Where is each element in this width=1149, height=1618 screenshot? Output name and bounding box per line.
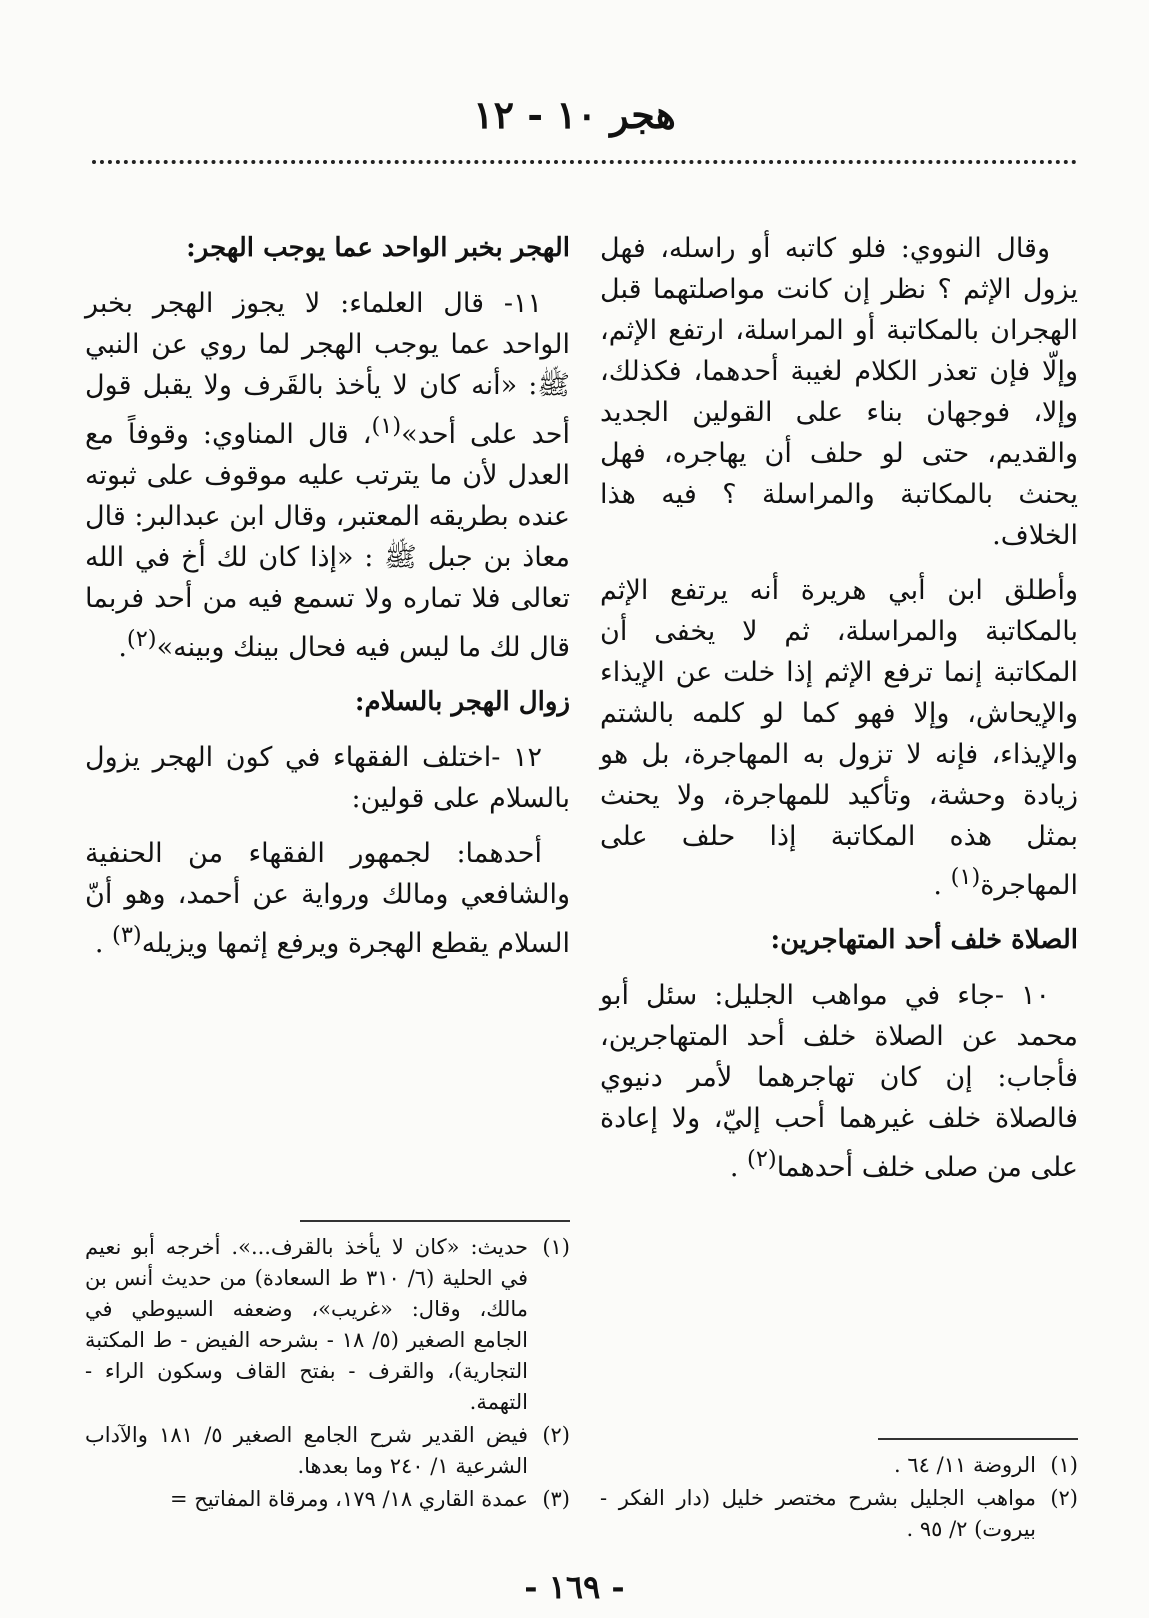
paragraph-section-10 xyxy=(600,975,1078,1188)
paragraph-text: ١١- قال العلماء: لا يجوز الهجر بخبر الواحد عما يوجب الهجر لما روي عن النبي ﷺ: «أنه كان لا يأخذ بالقَرف ولا يقبل قول أحد على أحد» xyxy=(85,288,571,450)
header-dotted-rule xyxy=(92,160,1077,164)
footnote-text: الروضة ١١/ ٦٤ . xyxy=(894,1453,1036,1477)
section-heading-salam: زوال الهجر بالسلام: xyxy=(354,687,570,717)
paragraph-end: . xyxy=(729,1152,748,1183)
paragraph-section-11 xyxy=(85,283,570,668)
page-number: - ١٦٩ - xyxy=(524,1568,625,1606)
paragraph-end: . xyxy=(94,928,113,959)
paragraph-nawawi: وقال النووي: فلو كاتبه أو راسله، فهل يزول الإثم ؟ نظر إن كانت مواصلتهما قبل الهجران بالمكاتبة أو المراسلة، ارتفع الإثم، وإلّا فإن تعذر الكلام لغيبة أحدهما، فكذلك، وإلا، فوجهان بناء على القولين الجديد والقديم، حتى لو حلف أن يهاجره، فهل يحنث بالمكاتبة والمراسلة ؟ فيه هذا الخلاف. xyxy=(600,233,1078,551)
footnote-rule xyxy=(878,1438,1078,1440)
paragraph-text: ، قال المناوي: وقوفاً مع العدل لأن ما يترتب عليه موقوف على ثبوته عنده بطريقه المعتبر، وقال ابن عبدالبر: قال معاذ بن جبل ﷺ : «إذا كان لك أخ في الله تعالى فلا تماره ولا تسمع فيه من أحد فربما قال لك ما ليس فيه فحال بينك وبينه» xyxy=(85,419,570,663)
footnote-text: فيض القدير شرح الجامع الصغير ٥/ ١٨١ والآداب الشرعية ١/ ٢٤٠ وما بعدها. xyxy=(85,1423,528,1478)
footnote-text: عمدة القاري ١٨/ ١٧٩، ومرقاة المفاتيح = xyxy=(169,1487,528,1511)
footnote-text: حديث: «كان لا يأخذ بالقرف...». أخرجه أبو نعيم في الحلية (٦/ ٣١٠ ط السعادة) من حديث أنس بن مالك، وقال: «غريب»، وضعفه السيوطي في الجامع الصغير (٥/ ١٨ - بشرحه الفيض - ط المكتبة التجارية)، والقرف - بفتح القاف وسكون الراء - التهمة. xyxy=(85,1235,528,1414)
footnote-ref: (٢) xyxy=(126,626,157,652)
footnote-ref: (١) xyxy=(371,413,402,439)
footnote-number: (١) xyxy=(542,1235,570,1259)
paragraph-end: . xyxy=(933,870,951,901)
footnote-number: (١) xyxy=(1050,1453,1078,1477)
left-column xyxy=(85,228,570,978)
footnote xyxy=(600,1450,1078,1481)
footnote xyxy=(85,1420,570,1482)
paragraph-ibn-abi-hurayra xyxy=(600,570,1078,906)
footnote-text: مواهب الجليل بشرح مختصر خليل (دار الفكر - بيروت) ٢/ ٩٥ . xyxy=(600,1486,1036,1541)
paragraph-section-12: ١٢ -اختلف الفقهاء في كون الهجر يزول بالسلام على قولين: xyxy=(85,742,570,814)
paragraph-first-opinion xyxy=(85,833,570,964)
paragraph-text: ١٠ -جاء في مواهب الجليل: سئل أبو محمد عن الصلاة خلف أحد المتهاجرين، فأجاب: إن كان تهاجرهما لأمر دنيوي فالصلاة خلف غيرهما أحب إليّ، ولا إعادة على من صلى خلف أحدهما xyxy=(600,980,1078,1183)
footnote-ref: (١) xyxy=(950,864,981,890)
footnote-ref: (٣) xyxy=(112,922,142,948)
paragraph-text: أحدهما: لجمهور الفقهاء من الحنفية والشافعي ومالك ورواية عن أحمد، وهو أنّ السلام يقطع الهجرة ويرفع إثمها ويزيله xyxy=(85,838,570,959)
footnote-number: (٢) xyxy=(1050,1486,1078,1510)
footnote-number: (٢) xyxy=(542,1423,570,1447)
footnote-number: (٣) xyxy=(542,1487,570,1511)
running-header: هجر ١٠ - ١٢ xyxy=(473,92,676,137)
footnote-ref: (٢) xyxy=(747,1146,777,1172)
footnote-rule xyxy=(300,1220,570,1222)
section-heading-prayer: الصلاة خلف أحد المتهاجرين: xyxy=(770,925,1078,955)
section-heading-single-report: الهجر بخبر الواحد عما يوجب الهجر: xyxy=(186,233,570,263)
paragraph-text: وأطلق ابن أبي هريرة أنه يرتفع الإثم بالمكاتبة والمراسلة، ثم لا يخفى أن المكاتبة إنما ترفع الإثم إذا خلت عن الإيذاء والإيحاش، وإلا فهو كما لو كلمه بالشتم والإيذاء، فإنه لا تزول به المهاجرة، بل هو زيادة وحشة، وتأكيد للمهاجرة، ولا يحنث بمثل هذه المكاتبة إذا حلف على المهاجرة xyxy=(600,575,1078,901)
footnote xyxy=(85,1484,570,1515)
footnote xyxy=(85,1232,570,1418)
paragraph-end: . xyxy=(118,632,127,663)
left-footnotes xyxy=(85,1210,570,1517)
right-footnotes xyxy=(600,1428,1078,1547)
footnote xyxy=(600,1483,1078,1545)
right-column xyxy=(600,228,1078,1202)
